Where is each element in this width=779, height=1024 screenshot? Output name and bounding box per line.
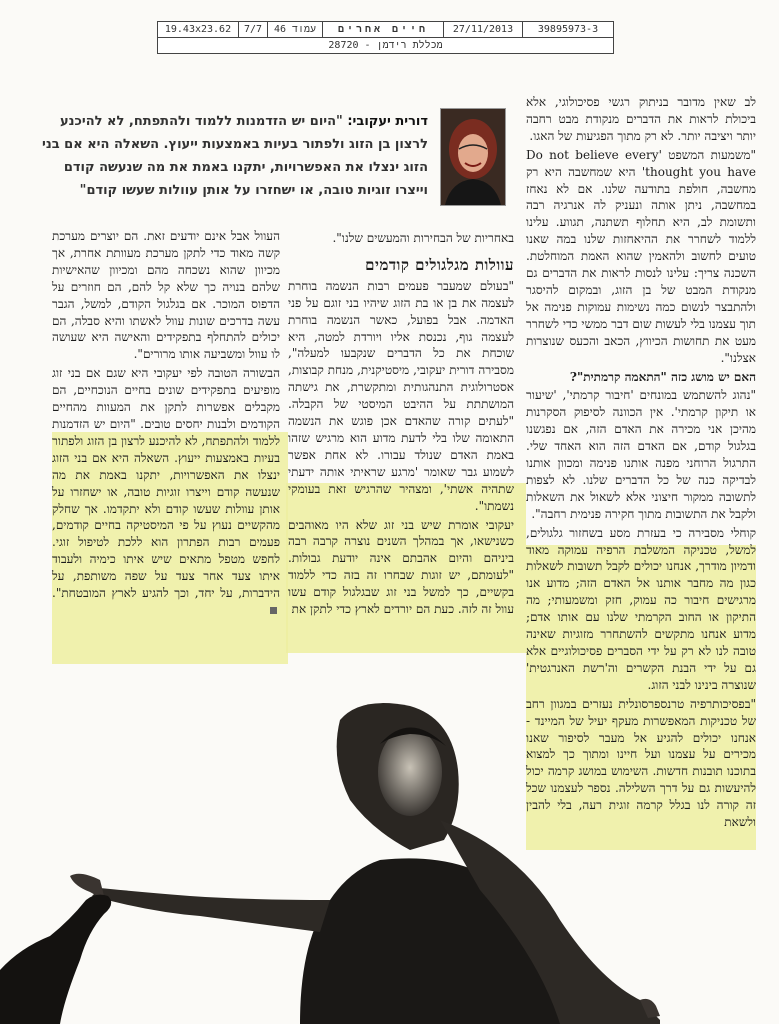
pull-quote-speaker: דורית יעקובי: [347,114,428,129]
paragraph: קוחלי מסבירה כי בעזרת מסע בשחזור גלגולים, למשל, טכניקה המשלבת הרפיה עמוקה מאוד ודמיון מודרך, אנחנו יכולים לקבל תשובות לשאלות כגון מה מחבר אותנו אל האדם הזה; מדוע אנו מרגישים חיבור כה עמוק, חזק ומשמעותי; מה התיקון או החוב הקרמתי שלנו עם אותו אדם; מדוע אנחנו מתקשים להשתחרר מזוגיות שאינה טובה לנו לא רק על ידי הסברים פסיכולוגיים אלא גם על ידי הבנת הקשרים וה'רשת האנרגטית' שנוצרה בינינו לבני הזוג. [526,525,756,692]
paragraph [52,365,280,619]
clipping-header [157,21,614,54]
clipping-date: 27/11/2013 [444,22,523,37]
clipping-header-row [158,22,613,37]
subheading: האם יש מושג כזה "התאמה קרמתית"? [569,369,756,384]
paragraph: "משמעות המשפט 'Do not believe every thought you have' היא שמחשבה היא רק מחשבה, חולפת בתודעה שלנו. אם לא נאחז במחשבה, ניתן אותה ונעניק לה אנרגיה רבה ותשומת לב, היא תחלוף תשתנה, תגווע. עלינו ללמוד לשחרר את ההיאחזות שלנו במה שאנו טועים לחשוב ולהאמין שהוא האמת המוחלטת. השכנה צריך: עלינו לנסות לראות את הדברים גם מנקודת המבט של בן הזוג, ובמקום להיסגר ולהתבצר לנשום כמה נשימות עמוקות פנימה אל תוך עצמנו בלי לעשות שום דבר ממשי כדי לשחרר מעט את תחושות הכיווץ, הכאב והכעס שנוצרות אצלנו". [526,147,756,365]
article-column-left [52,228,280,621]
author-photo [440,108,506,206]
clipping-size: 19.43x23.62 [158,22,239,37]
clipping-pages: 7/7 [239,22,268,37]
paragraph: "נהוג להשתמש במונחים 'חיבור קרמתי', 'שיעור או תיקון קרמתי'. אין הכוונה לסיפוק הסקרנות מהיכן אני מכירה את האדם הזה, אם נפגשנו בגלגול קודם, אם האדם הזה הוא האחד שלי. התרגול הרוחני מפנה אותנו פנימה ומכוון אותנו לבדיקה כנה של כל הדברים שלנו. לא לצפות לתשובה ממקור חיצוני אלא לשאול את השאלות ולקבל את התשובות מתוך חקירה פנימית רחבה". [526,388,756,521]
paragraph: לב שאין מדובר בניתוק רגשי פסיכולוגי, אלא ביכולת לראות את הדברים מנקודת מבט רחבה יותר ויציבה יותר. לא רק מתוך הפגיעות של האגו. [526,95,756,143]
paragraph: "בפסיכותרפיה טרנספרסונלית נעזרים במגוון רחב של טכניקות המאפשרות מעקף יעיל של המיינד - אנחנו יכולים להגיע אל מעבר לסיפור שאנו מכירים על עצמנו ועל חיינו ומתוך כך למצוא בתוכנו תובנות חדשות. השימוש במושג קרמה יכול להיעשות גם על דרך השלילה. נספר לעצמנו שכל זה קורה לנו בגלל קרמה זוגית רעה, בלי להבין ולשאת [526,696,756,830]
article-column-middle [288,230,514,620]
clipping-page-label: עמוד 46 [268,22,323,37]
paragraph-text: הבשורה הטובה לפי יעקובי היא שגם אם בני זוג מופיעים בתפקידים שונים בחיים הנוכחיים, הם מקבלים אפשרות לתקן את המעוות מהחיים הקודמים ולבנות יחסים טובים. "היום יש הזדמנות ללמוד ולהתפתח, לא להיכנע לרצון בן הזוג ולפתור בעיות באמצעות ייעוץ. השאלה היא אם בני הזוג ינצלו את האפשרויות, יתקנו באמת את מה שנעשה קודם וייצרו זוגיות טובה, או ישחזרו על אותן עוולות שעשו קודם ולא יתקדמו. אך שחלק מהקשיים נעוץ על פי המיסטיקה בחיים קודמים, פעמים רבות הפתרון הוא ללכת לטיפול זוגי. לחפש מטפל מתאים שיש איתו כימיה ולעבוד איתו צעד אחר צעד על שפה משותפת, על הידברות, על יחד, וכך להגיע לארץ המובטחת". [52,366,280,601]
clipping-client: מכללת רידמן - 28720 [158,37,613,53]
clipping-id: 39895973-3 [537,24,599,35]
pull-quote [30,110,428,202]
paragraph: העוול אבל אינם יודעים זאת. הם יוצרים מערכת קשה מאוד כדי לתקן מערכת מעוותת אחרת, אך מכיוון שהוא נשכחה מהם ומכיוון שהאישיות שלהם בנויה כך שלא קל להם, הם חוזרים על הדפוס המוכר. אם בגלגול הקודם, למשל, הגבר עשה בדרכים שונות עוול לאשתו והיא סבלה, הם יכולים להתחלף בתפקידים והאישה היא שעושה לו עוול ומשביעה אותו מרורים". [52,229,280,362]
paragraph: באחריות של הבחירות והמעשים שלנו". [332,231,514,245]
dance-photo [0,700,660,1024]
paragraph: "בעולם שמעבר פעמים רבות הנשמה בוחרת לעצמה את בן או בת הזוג שיהיו בני זוגם על פני האדמה. אבל בפועל, כאשר הנשמה בוחרת לעצמה גוף, נכנסת אליו ויורדת למטה, היא שוכחת את כל הדברים שנקבעו למעלה", מסבירה דורית יעקובי, מיסטיקנית, מנחת קבוצות, אסטרולוגית התנהגותית ומתקשרת, את גישתה המושתתת על ההיבט המיסטי של הקבלה. "לעתים קורה שהאדם אכן פוגש את הנשמה התאומה שלו בלי לדעת מדוע הוא מרגיש שזהו באמת האדם שנולד עבורו. לא אחת אפשר לשמוע גבר שאומר 'מרגע שראיתי אותה ידעתי שתהיה אשתי', ומצהיר שהרגיש זאת בעומקי נשמתו". [288,278,514,513]
end-mark-icon [270,607,277,614]
clipping-publication: חיים אחרים [323,22,444,37]
pull-quote-text: "היום יש הזדמנות ללמוד ולהתפתח, לא להיכנע לרצון בן הזוג ולפתור בעיות באמצעות ייעוץ. השאלה היא אם בני הזוג ינצלו את האפשרויות, יתקנו באמת את מה שנעשה קודם וייצרו זוגיות טובה, או ישחזרו על אותן עוולות שעשו קודם" [42,114,428,198]
section-heading: עוולות מגלגולים קודמים [365,255,514,274]
paragraph: יעקובי אומרת שיש בני זוג שלא היו מאוהבים כשנישאו, אך במהלך השנים נוצרה קרבה רבה ביניהם והיום אהבתם אינה יודעת גבולות. "לעומתם, יש זוגות שבחרו זה בזה כדי ללמוד בקשיים, כך למשל בני זוג שבגלגול קודם עשו עוול זה לזה. כעת הם יורדים לארץ כדי לתקן את [288,517,514,617]
